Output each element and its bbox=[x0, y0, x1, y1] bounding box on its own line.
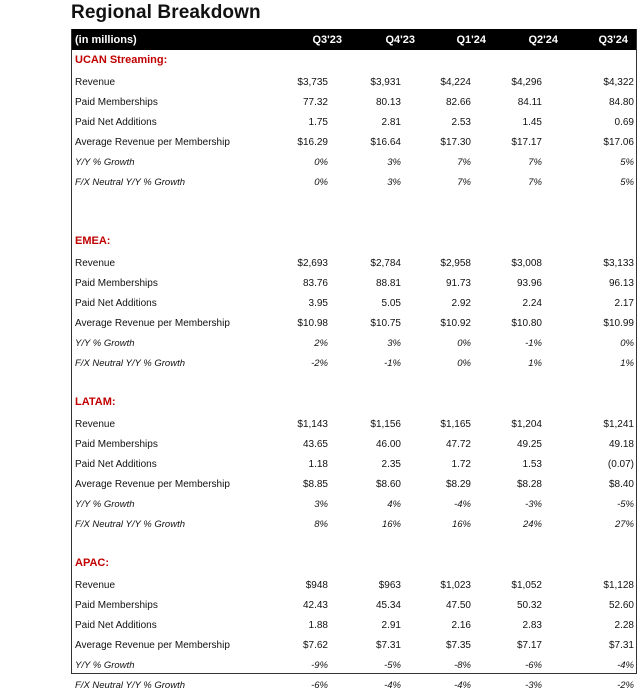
row-label: Average Revenue per Membership bbox=[75, 640, 230, 651]
cell-value: $4,224 bbox=[440, 77, 471, 88]
cell-value: $8.40 bbox=[608, 479, 634, 490]
cell-value: 46.00 bbox=[375, 439, 401, 450]
page-title: Regional Breakdown bbox=[71, 2, 261, 23]
cell-value: 45.34 bbox=[375, 600, 401, 611]
regional-breakdown-table bbox=[71, 29, 637, 691]
section-title: LATAM: bbox=[75, 396, 116, 408]
cell-value: -6% bbox=[311, 680, 328, 691]
table-row bbox=[72, 133, 636, 153]
row-label: Revenue bbox=[75, 419, 116, 430]
cell-value: 3.95 bbox=[308, 298, 328, 309]
cell-value: 5.05 bbox=[381, 298, 401, 309]
cell-value: 7% bbox=[457, 177, 471, 188]
cell-value: $7.31 bbox=[608, 640, 634, 651]
cell-value: $7.31 bbox=[375, 640, 401, 651]
cell-value: 2.83 bbox=[522, 620, 542, 631]
cell-value: 4% bbox=[387, 499, 401, 510]
cell-value: 16% bbox=[451, 519, 471, 530]
cell-value: $1,241 bbox=[603, 419, 634, 430]
cell-value: $10.80 bbox=[511, 318, 542, 329]
cell-value: 0% bbox=[314, 177, 328, 188]
section-title: UCAN Streaming: bbox=[75, 54, 168, 66]
row-label: Y/Y % Growth bbox=[75, 338, 135, 349]
header-quarter: Q3'24 bbox=[598, 34, 628, 46]
cell-value: -6% bbox=[525, 660, 542, 671]
cell-value: $10.92 bbox=[440, 318, 471, 329]
cell-value: 0% bbox=[457, 338, 471, 349]
cell-value: $2,958 bbox=[440, 258, 471, 269]
cell-value: $3,735 bbox=[297, 77, 328, 88]
cell-value: 0.69 bbox=[614, 117, 634, 128]
cell-value: 1.75 bbox=[308, 117, 328, 128]
cell-value: $1,143 bbox=[297, 419, 328, 430]
table-row bbox=[72, 495, 636, 515]
cell-value: 49.18 bbox=[608, 439, 634, 450]
cell-value: $10.98 bbox=[297, 318, 328, 329]
table-row bbox=[72, 153, 636, 173]
cell-value: 7% bbox=[528, 157, 542, 168]
cell-value: $7.62 bbox=[302, 640, 328, 651]
header-units-label: (in millions) bbox=[75, 34, 137, 46]
cell-value: 77.32 bbox=[302, 97, 328, 108]
section-title: APAC: bbox=[75, 557, 110, 569]
table-row bbox=[72, 596, 636, 616]
cell-value: 2.92 bbox=[451, 298, 471, 309]
table-row bbox=[72, 616, 636, 636]
cell-value: 0% bbox=[620, 338, 634, 349]
cell-value: 2.24 bbox=[522, 298, 542, 309]
row-label: F/X Neutral Y/Y % Growth bbox=[75, 680, 185, 691]
cell-value: $963 bbox=[378, 580, 401, 591]
cell-value: 2.91 bbox=[381, 620, 401, 631]
cell-value: 2.81 bbox=[381, 117, 401, 128]
cell-value: 2.16 bbox=[451, 620, 471, 631]
row-label: Revenue bbox=[75, 580, 116, 591]
cell-value: 24% bbox=[522, 519, 542, 530]
table-row bbox=[72, 656, 636, 676]
header-quarter: Q2'24 bbox=[528, 34, 558, 46]
cell-value: $8.85 bbox=[302, 479, 328, 490]
cell-value: 83.76 bbox=[302, 278, 328, 289]
table-row bbox=[72, 113, 636, 133]
cell-value: 50.32 bbox=[516, 600, 542, 611]
cell-value: $17.06 bbox=[603, 137, 634, 148]
table-row bbox=[72, 334, 636, 354]
cell-value: $17.30 bbox=[440, 137, 471, 148]
row-label: Average Revenue per Membership bbox=[75, 479, 230, 490]
cell-value: 5% bbox=[620, 177, 634, 188]
cell-value: 1.72 bbox=[451, 459, 471, 470]
table-row bbox=[72, 73, 636, 93]
cell-value: -3% bbox=[525, 499, 542, 510]
cell-value: $4,296 bbox=[511, 77, 542, 88]
cell-value: 7% bbox=[528, 177, 542, 188]
row-label: Paid Memberships bbox=[75, 278, 158, 289]
row-label: F/X Neutral Y/Y % Growth bbox=[75, 519, 185, 530]
cell-value: -5% bbox=[384, 660, 401, 671]
cell-value: 43.65 bbox=[302, 439, 328, 450]
cell-value: 0% bbox=[314, 157, 328, 168]
cell-value: $8.29 bbox=[445, 479, 471, 490]
section-title: EMEA: bbox=[75, 235, 111, 247]
cell-value: -1% bbox=[525, 338, 542, 349]
cell-value: 1% bbox=[528, 358, 542, 369]
cell-value: -2% bbox=[311, 358, 328, 369]
cell-value: 84.80 bbox=[608, 97, 634, 108]
table-row bbox=[72, 173, 636, 193]
cell-value: $1,165 bbox=[440, 419, 471, 430]
cell-value: 2% bbox=[314, 338, 328, 349]
cell-value: $1,052 bbox=[511, 580, 542, 591]
table-row bbox=[72, 415, 636, 435]
row-label: Paid Memberships bbox=[75, 600, 158, 611]
cell-value: $16.29 bbox=[297, 137, 328, 148]
table-row bbox=[72, 676, 636, 696]
cell-value: (0.07) bbox=[607, 459, 634, 470]
table-row bbox=[72, 435, 636, 455]
cell-value: $3,931 bbox=[370, 77, 401, 88]
cell-value: -2% bbox=[617, 680, 634, 691]
cell-value: $1,023 bbox=[440, 580, 471, 591]
row-label: Revenue bbox=[75, 258, 116, 269]
cell-value: -4% bbox=[454, 499, 471, 510]
cell-value: $1,156 bbox=[370, 419, 401, 430]
table-row bbox=[72, 314, 636, 334]
cell-value: 8% bbox=[314, 519, 328, 530]
cell-value: 3% bbox=[387, 177, 401, 188]
header-quarter: Q4'23 bbox=[385, 34, 415, 46]
row-label: F/X Neutral Y/Y % Growth bbox=[75, 177, 185, 188]
row-label: Average Revenue per Membership bbox=[75, 318, 230, 329]
cell-value: $3,133 bbox=[603, 258, 634, 269]
cell-value: 3% bbox=[314, 499, 328, 510]
cell-value: 49.25 bbox=[516, 439, 542, 450]
table-row bbox=[72, 354, 636, 374]
cell-value: $7.35 bbox=[445, 640, 471, 651]
cell-value: 96.13 bbox=[608, 278, 634, 289]
cell-value: 2.35 bbox=[381, 459, 401, 470]
row-label: Y/Y % Growth bbox=[75, 157, 135, 168]
table-header bbox=[72, 29, 636, 50]
cell-value: 84.11 bbox=[517, 97, 542, 108]
row-label: Paid Net Additions bbox=[75, 459, 157, 470]
cell-value: 1.53 bbox=[522, 459, 542, 470]
row-label: Paid Net Additions bbox=[75, 620, 157, 631]
header-quarter: Q3'23 bbox=[312, 34, 342, 46]
row-label: Paid Memberships bbox=[75, 439, 158, 450]
table-row bbox=[72, 576, 636, 596]
cell-value: $1,204 bbox=[511, 419, 542, 430]
cell-value: $3,008 bbox=[511, 258, 542, 269]
cell-value: 2.53 bbox=[451, 117, 471, 128]
row-label: Paid Net Additions bbox=[75, 298, 157, 309]
cell-value: $17.17 bbox=[511, 137, 542, 148]
row-label: Paid Memberships bbox=[75, 97, 158, 108]
cell-value: -9% bbox=[311, 660, 328, 671]
cell-value: $16.64 bbox=[370, 137, 401, 148]
row-label: Average Revenue per Membership bbox=[75, 137, 230, 148]
cell-value: $10.99 bbox=[603, 318, 634, 329]
table-row bbox=[72, 455, 636, 475]
cell-value: 91.73 bbox=[445, 278, 471, 289]
cell-value: 88.81 bbox=[375, 278, 401, 289]
cell-value: 16% bbox=[381, 519, 401, 530]
table-row bbox=[72, 274, 636, 294]
cell-value: 3% bbox=[387, 338, 401, 349]
cell-value: -4% bbox=[384, 680, 401, 691]
table-row bbox=[72, 515, 636, 535]
cell-value: 1% bbox=[620, 358, 634, 369]
cell-value: $8.60 bbox=[375, 479, 401, 490]
cell-value: 1.45 bbox=[522, 117, 542, 128]
cell-value: 7% bbox=[457, 157, 471, 168]
row-label: Y/Y % Growth bbox=[75, 499, 135, 510]
table-row bbox=[72, 475, 636, 495]
cell-value: 82.66 bbox=[445, 97, 471, 108]
cell-value: 52.60 bbox=[608, 600, 634, 611]
cell-value: $1,128 bbox=[603, 580, 634, 591]
cell-value: 1.18 bbox=[308, 459, 328, 470]
cell-value: -1% bbox=[384, 358, 401, 369]
table-row bbox=[72, 294, 636, 314]
table-row bbox=[72, 254, 636, 274]
cell-value: -5% bbox=[617, 499, 634, 510]
cell-value: $2,784 bbox=[370, 258, 401, 269]
row-label: Y/Y % Growth bbox=[75, 660, 135, 671]
cell-value: $4,322 bbox=[603, 77, 634, 88]
row-label: Paid Net Additions bbox=[75, 117, 157, 128]
cell-value: 2.28 bbox=[614, 620, 634, 631]
cell-value: $2,693 bbox=[297, 258, 328, 269]
table-row bbox=[72, 636, 636, 656]
cell-value: 3% bbox=[387, 157, 401, 168]
cell-value: 47.72 bbox=[445, 439, 471, 450]
cell-value: 2.17 bbox=[614, 298, 634, 309]
row-label: Revenue bbox=[75, 77, 116, 88]
cell-value: $948 bbox=[305, 580, 328, 591]
cell-value: -4% bbox=[454, 680, 471, 691]
cell-value: 80.13 bbox=[375, 97, 401, 108]
cell-value: -3% bbox=[525, 680, 542, 691]
table-row bbox=[72, 93, 636, 113]
cell-value: $8.28 bbox=[516, 479, 542, 490]
cell-value: -8% bbox=[454, 660, 471, 671]
cell-value: 47.50 bbox=[445, 600, 471, 611]
cell-value: 42.43 bbox=[302, 600, 328, 611]
row-label: F/X Neutral Y/Y % Growth bbox=[75, 358, 185, 369]
header-quarter: Q1'24 bbox=[456, 34, 486, 46]
cell-value: 0% bbox=[457, 358, 471, 369]
cell-value: 93.96 bbox=[516, 278, 542, 289]
cell-value: -4% bbox=[617, 660, 634, 671]
cell-value: $10.75 bbox=[370, 318, 401, 329]
cell-value: $7.17 bbox=[516, 640, 542, 651]
cell-value: 5% bbox=[620, 157, 634, 168]
cell-value: 1.88 bbox=[308, 620, 328, 631]
cell-value: 27% bbox=[614, 519, 634, 530]
